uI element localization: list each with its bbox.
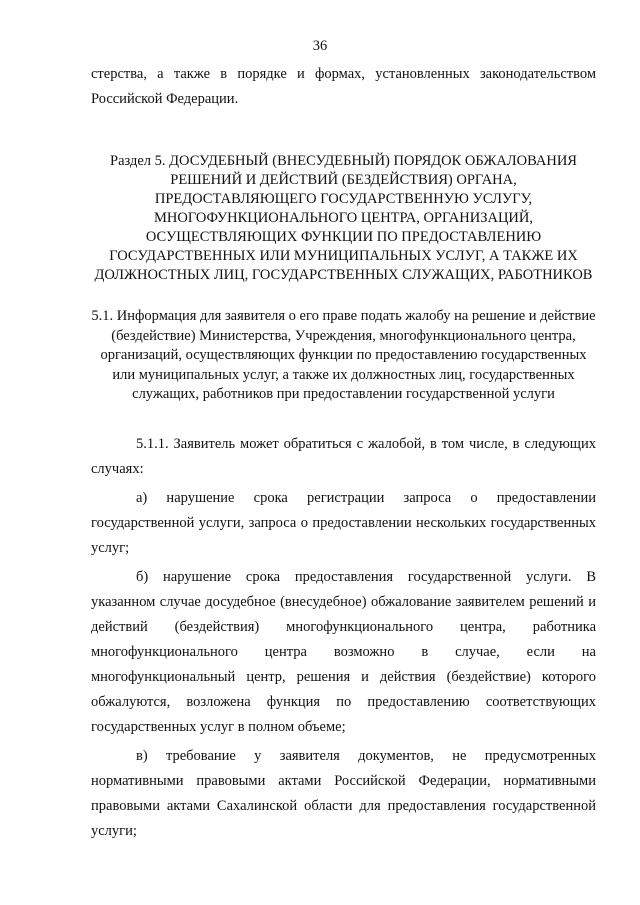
- document-body: [91, 62, 596, 844]
- section-title: Раздел 5. ДОСУДЕБНЫЙ (ВНЕСУДЕБНЫЙ) ПОРЯДОК ОБЖАЛОВАНИЯ РЕШЕНИЙ И ДЕЙСТВИЙ (БЕЗДЕЙСТВИЯ) ОРГАНА, ПРЕДОСТАВЛЯЮЩЕГО ГОСУДАРСТВЕННУЮ УСЛУГУ, МНОГОФУНКЦИОНАЛЬНОГО ЦЕНТРА, ОРГАНИЗАЦИЙ, ОСУЩЕСТВЛЯЮЩИХ ФУНКЦИИ ПО ПРЕДОСТАВЛЕНИЮ ГОСУДАРСТВЕННЫХ ИЛИ МУНИЦИПАЛЬНЫХ УСЛУГ, А ТАКЖЕ ИХ ДОЛЖНОСТНЫХ ЛИЦ, ГОСУДАРСТВЕННЫХ СЛУЖАЩИХ, РАБОТНИКОВ: [94, 153, 593, 283]
- list-item-b: б) нарушение срока предоставления государственной услуги. В указанном случае досудебное (внесудебное) обжалование заявителем решений и действий (бездействия) многофункционального центра, работника многофункционального центра возможно в случае, если на многофункциональный центр, решения и действия (бездействие) которого обжалуются, возложена функция по предоставлению соответствующих государственных услуг в полном объеме;: [91, 568, 596, 735]
- list-item-v: в) требование у заявителя документов, не предусмотренных нормативными правовыми актами Российской Федерации, нормативными правовыми актами Сахалинской области для предоставления государственной услуги;: [91, 747, 596, 839]
- intro-paragraph: стерства, а также в порядке и формах, установленных законодательством Российской Федерации.: [91, 66, 596, 107]
- paragraph-5-1-1: 5.1.1. Заявитель может обратиться с жалобой, в том числе, в следующих случаях:: [91, 435, 596, 477]
- subsection-title: 5.1. Информация для заявителя о его праве подать жалобу на решение и действие (бездействие) Министерства, Учреждения, многофункционального центра, организаций, осуществляющих функции по предоставлению государственных или муниципальных услуг, а также их должностных лиц, государственных служащих, работников при предоставлении государственной услуги: [91, 308, 596, 402]
- page-number: 36: [312, 38, 328, 54]
- list-item-a: а) нарушение срока регистрации запроса о предоставлении государственной услуги, запроса о предоставлении нескольких государственных услуг;: [91, 489, 596, 556]
